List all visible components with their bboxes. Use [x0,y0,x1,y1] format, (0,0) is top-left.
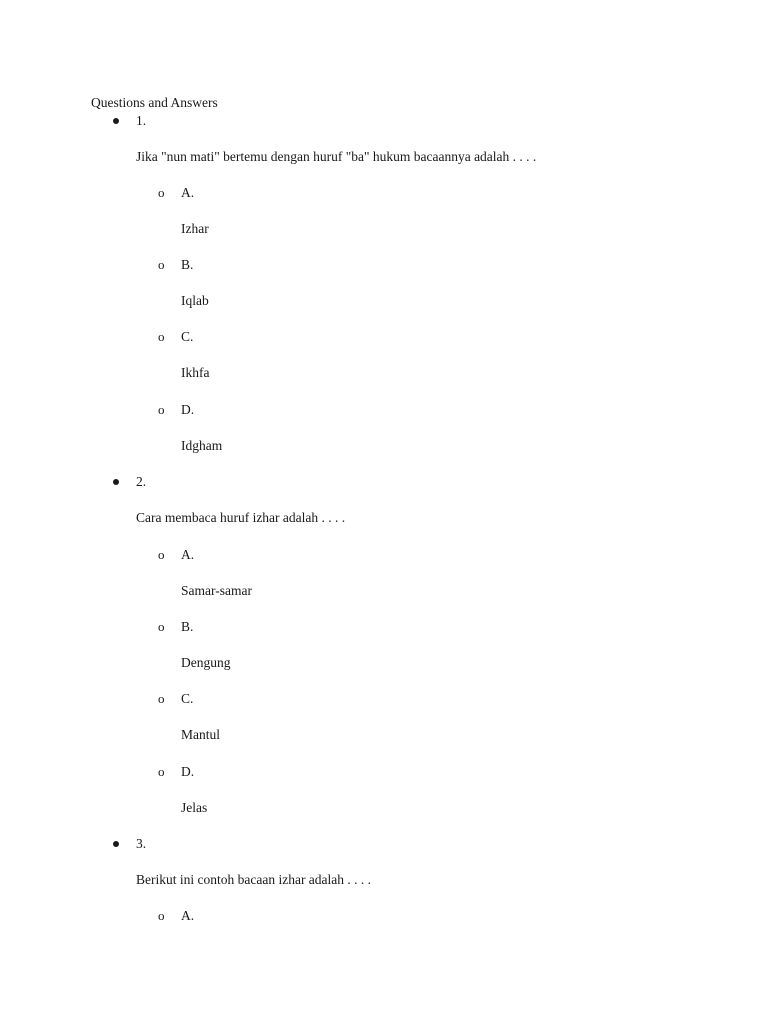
option-letter: A. [181,908,195,923]
circle-bullet-icon: o [158,764,165,779]
circle-bullet-icon: o [158,619,165,634]
circle-bullet-icon: o [158,257,165,272]
circle-bullet-icon: o [158,908,165,923]
option-letter: C. [181,691,194,706]
option-letter: D. [181,764,195,779]
option-letter: A. [181,185,195,200]
option-answer: Dengung [181,655,231,670]
question-text: Jika "nun mati" bertemu dengan huruf "ba" hukum bacaannya adalah . . . . [136,149,537,164]
bullet-icon [113,841,119,847]
option-answer: Ikhfa [181,365,210,380]
option-letter: D. [181,402,195,417]
option-answer: Jelas [181,800,208,815]
question-number: 1. [136,113,147,128]
question-number: 2. [136,474,147,489]
option-answer: Izhar [181,221,209,236]
circle-bullet-icon: o [158,691,165,706]
question-text: Cara membaca huruf izhar adalah . . . . [136,510,346,525]
option-letter: B. [181,619,194,634]
option-answer: Idgham [181,438,223,453]
circle-bullet-icon: o [158,547,165,562]
question-text: Berikut ini contoh bacaan izhar adalah . . . . [136,872,372,887]
option-answer: Iqlab [181,293,209,308]
option-letter: B. [181,257,194,272]
option-letter: C. [181,329,194,344]
question-number: 3. [136,836,147,851]
option-letter: A. [181,547,195,562]
option-answer: Mantul [181,727,220,742]
circle-bullet-icon: o [158,402,165,417]
circle-bullet-icon: o [158,185,165,200]
option-answer: Samar-samar [181,583,252,598]
bullet-icon [113,479,119,485]
document-title: Questions and Answers [91,95,218,110]
bullet-icon [113,118,119,124]
circle-bullet-icon: o [158,329,165,344]
